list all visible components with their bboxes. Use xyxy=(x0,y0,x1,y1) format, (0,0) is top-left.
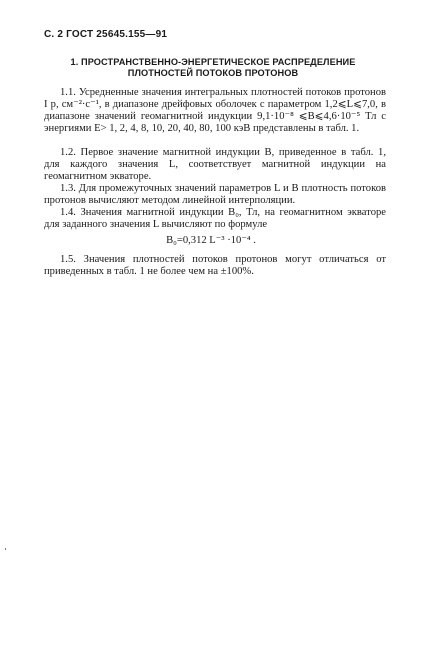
paragraph-1-5: 1.5. Значения плотностей потоков протонов могут отличаться от приведенных в табл. 1 не более чем на ±100%. xyxy=(44,254,386,277)
paragraph-1-4: 1.4. Значения магнитной индукции B₀, Тл, на геомагнитном экваторе для заданного значения L вычисляют по формуле xyxy=(44,207,386,230)
formula-b0: B₀=0,312 L⁻³ ·10⁻⁴ . xyxy=(166,235,256,246)
paragraph-1-3: 1.3. Для промежуточных значений параметров L и В плотность потоков протонов вычисляют методом линейной интерполяции. xyxy=(44,183,386,206)
paragraph-1-1: 1.1. Усредненные значения интегральных плотностей потоков протонов I p, см⁻²·с⁻¹, в диапазоне дрейфовых оболочек с параметром 1,2⩽L⩽7,0, в диапазоне значений геомагнитной индукции 9,1·10⁻⁸ ⩽B⩽4,6·10⁻⁵ Тл с энергиями E> 1, 2, 4, 8, 10, 20, 40, 80, 100 кэВ представлены в табл. 1. xyxy=(44,87,386,134)
section-title-line-2: ПЛОТНОСТЕЙ ПОТОКОВ ПРОТОНОВ xyxy=(127,68,299,78)
paragraph-1-2: 1.2. Первое значение магнитной индукции В, приведенное в табл. 1, для каждого значения L, соответствует магнитной индукции на геомагнитном экваторе. xyxy=(44,147,386,182)
page-header: С. 2 ГОСТ 25645.155—91 xyxy=(44,29,168,40)
scan-speck xyxy=(5,548,6,550)
section-title-line-1: 1. ПРОСТРАНСТВЕННО-ЭНЕРГЕТИЧЕСКОЕ РАСПРЕДЕЛЕНИЕ xyxy=(70,57,356,67)
